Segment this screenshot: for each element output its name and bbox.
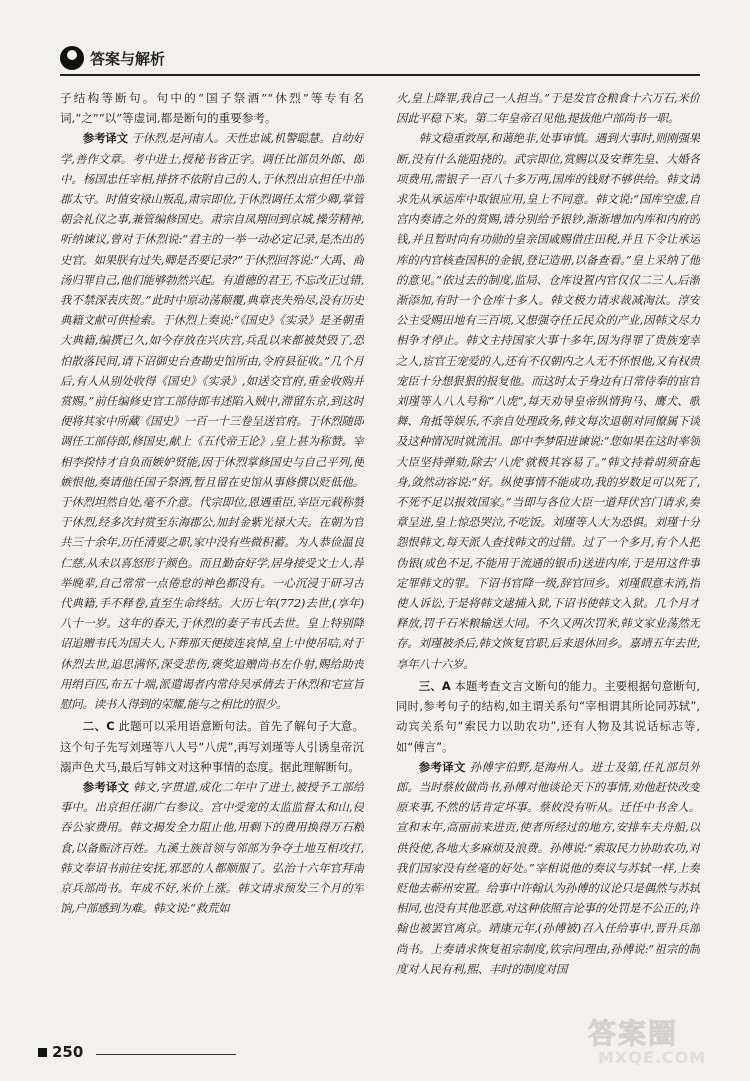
watermark-logo-text: 答案圈 (588, 1017, 679, 1050)
watermark (588, 1012, 738, 1072)
answer-label: 二、C (82, 719, 115, 734)
answer-explanation: 此题可以采用语意断句法。首先了解句子大意。这个句子先写刘瑾等八人号“八虎”,再写刘瑾等人引诱皇帝沉溺声色犬马,最后写韩文对这种事情的态度。据此理解断句。 (60, 719, 364, 774)
footer-divider (96, 1054, 236, 1055)
reference-translation-3 (396, 757, 700, 979)
right-column (396, 88, 700, 1048)
reference-translation-2 (60, 777, 364, 918)
square-bullet-icon (38, 1048, 47, 1057)
translation-text: 孙傅字伯野,是海州人。进士及第,任礼部员外郎。当时蔡攸做尚书,孙傅对他谈论天下的事情,劝他赶快改变原来事,不然的话肯定坏事。蔡攸没有听从。迁任中书舍人。宣和末年,高丽前来进贡,使者所经过的地方,安排车夫舟船,以供役使,各地大多麻烦及浪费。孙傅说:“索取民力协助农功,对我们国家没有丝毫的好处。”宰相说他的奏议与苏轼一样,上奏贬他去蕲州安置。给事中许翰认为孙傅的议论只是偶然与苏轼相同,也没有其他恶意,对这种依照言论事的处罚是不公正的,许翰也被罢官离京。靖康元年,(孙傅被)召入任给事中,晋升兵部尚书。上奏请求恢复祖宗制度,钦宗问理由,孙傅说:“祖宗的制度对人民有利,熙、丰时的制度对国 (396, 759, 700, 976)
left-column (60, 88, 364, 1048)
reference-translation-1 (60, 128, 364, 714)
header-divider (60, 74, 700, 76)
header-title: 答案与解析 (90, 50, 166, 68)
book-logo-icon (60, 46, 84, 70)
translation-paragraph: 韩文稳重敦厚,和蔼绝非,处事审慎。遇到大事时,则刚强果断,没有什么能阻挠的。武宗即位,赏赐以及安葬先皇、大婚各项费用,需银子一百八十多万两,国库的钱财不够供给。韩文请求先从承运库中取银应用,皇上不同意。韩文说:“国库空虚,自宫内奏请之外的赏赐,请分别给予银钞,渐渐增加内库和内府的钱,并且暂时向有功勋的皇亲国戚赐借庄田税,并且下令让承运库的内官核查国积的金银,登记造册,以备查看。”皇上采纳了他的意见。”依过去的制度,监局、仓库设置内官仅仅二三人,后渐渐添加,有时一个仓库十多人。韩文极力请求裁减淘汰。淳安公主受赐田地有三百顷,又想强夺任丘民众的产业,因韩文尽力相争才停止。韩文主持国家大事十多年,因为得罪了贵族宠幸之人,宦官王宠爱的人,还有不仅朝内之人无不怀恨他,又有权贵宠臣十分想狠狠的报复他。而这时太子身边有日常侍奉的宦官刘瑾等人八人号称“八虎”,每天劝导皇帝纵情狗马、鹰犬、歌舞、角抵等娱乐,不亲自处理政务,韩文每次退朝对同僚属下谈及这种情况时就流泪。郎中李梦阳进谏说:“您如果在这时率领大臣坚持弹劾,除去‘八虎’就极其容易了。”韩文持着胡须奋起身,敛然动容说:“好。纵使事情不能成功,我的岁数足可以死了,不死不足以报效国家。”当即与各位大臣一道拜伏宫门请求,奏章呈进,皇上惊恐哭泣,不吃饭。刘瑾等人大为恐惧。刘瑾十分怨恨韩文,每天派人查找韩文的过错。过了一个多月,有个人把伪银(成色不足,不能用于流通的银币)送进内库,于是用这件事定罪韩文的罪。下诏书官降一级,辞官回乡。刘瑾假意未消,指使人诉讼,于是将韩文逮捕入狱,下诏书使韩文入狱。几个月才释放,罚千石米粮输送大同。不久又两次罚米,韩文家业荡然无存。刘瑾被杀后,韩文恢复官职,后来退休回乡。嘉靖五年去世,享年八十六岁。 (396, 131, 700, 671)
left-paragraph-continuation: 子结构等断句。句中的“国子祭酒”“休烈”等专有名词,“之”“以”等虚词,都是断句的重要参考。 (60, 91, 364, 126)
translation-text: 于休烈,是河南人。天性忠诚,机警聪慧。自幼好学,善作文章。考中进士,授秘书省正字。调任比部员外郎、郎中。杨国忠任宰相,排挤不依附自己的人,于休烈出京担任中部郡太守。时值安禄山叛乱,肃宗即位,于休烈调任太常少卿,掌管朝会礼仪之事,兼管编修国史。肃宗自凤翔回到京城,操劳精神,听纳谏议,曾对于休烈说:“君主的一举一动必定记录,是杰出的史官。如果朕有过失,卿是否要记录?”于休烈回答说:“大禹、商汤归罪自己,他们能够勃然兴起。有道德的君王,不忘改正过错,我不禁深表庆贺。”此时中原动荡颠覆,典章丧失殆尽,没有历史典籍文献可供检索。于休烈上奏说:“《国史》《实录》是圣朝重大典籍,编撰已久,如今存放在兴庆宫,兵乱以来都被焚毁了,恐怕散落民间,请下诏御史台查勘史馆所由,令府县征收。”几个月后,有人从别处收得《国史》《实录》,如送交官府,重金收购并赏赐。”前任编修史官工部侍郎韦述陷入贼中,滞留东京,到这时便将其家中所藏《国史》一百一十三卷呈送官府。于休烈随即调任工部侍郎,修国史,献上《五代帝王论》,皇上甚为称赞。宰相李揆恃才自负而嫉妒贤能,因于休烈掌修国史与自己平列,便嫉恨他,奏请他任国子祭酒,暂且留在史馆从事修撰以贬低他。于休烈坦然自处,毫不介意。代宗即位,恩遇重臣,宰臣元载称赞于休烈,经多次封赏至东海郡公,加封金紫光禄大夫。在朝为官共三十余年,历任清要之职,家中没有些微积蓄。为人恭俭温良仁慈,从未以喜怒形于颜色。而且勤奋好学,居身接受文士人,荐举晚辈,自己常常一点倦怠的神色都没有。一心沉浸于研习古代典籍,手不释卷,直至生命终结。大历七年(772)去世,(享年)八十一岁。这年的春天,于休烈的妻子韦氏去世。皇上特别降诏追赠韦氏为国夫人,下葬那天便接连哀悼,皇上中使吊唁,对于休烈去世,追思满怀,深受悲伤,褒奖追赠尚书左仆射,赐给助丧用绢百匹,布五十端,派遣谒者内常侍吴承倩去于休烈和宅宣旨慰问。读书人得到的荣耀,能与之相比的很少。 (60, 131, 364, 712)
right-paragraph-continuation: 火,皇上降罪,我自己一人担当。”于是发官仓粮食十六万石,米价因此平稳下来。第二年皇帝召见他,提拔他户部尚书一职。 (396, 91, 700, 126)
answer-3 (396, 676, 700, 757)
translation-label: 参考译文 (418, 759, 466, 774)
answer-explanation: 本题考查文言文断句的能力。主要根据句意断句,同时,参考句子的结构,如主谓关系句“宰相谓其所论同苏轼”,动宾关系句“索民力以助农功”,还有人物及其说话标志等,如“傅言”。 (396, 678, 700, 754)
page-footer (38, 1043, 278, 1063)
page-header (60, 40, 700, 80)
answer-label: 三、A (418, 678, 451, 693)
translation-text: 韩文,字贯道,成化二年中了进士,被授予工部给事中。出京担任湖广右参议。宫中受宠的太监监督太和山,侵吞公家费用。韩文揭发全力阻止他,用剩下的费用换得万石粮食,以备赈济百姓。九溪土族首领与邻部为争夺土地互相攻打,韩文奉诏书前往安抚,邪恶的人都顺服了。弘治十六年官拜南京兵部尚书。年成不好,米价上涨。韩文请求预发三个月的军饷,户部感到为难。韩文说:“救荒如 (60, 779, 364, 916)
page-number: 250 (52, 1043, 84, 1061)
translation-label: 参考译文 (82, 131, 128, 146)
watermark-url: MXQE.COM (598, 1048, 707, 1067)
answer-2 (60, 716, 364, 777)
translation-label: 参考译文 (82, 779, 130, 794)
